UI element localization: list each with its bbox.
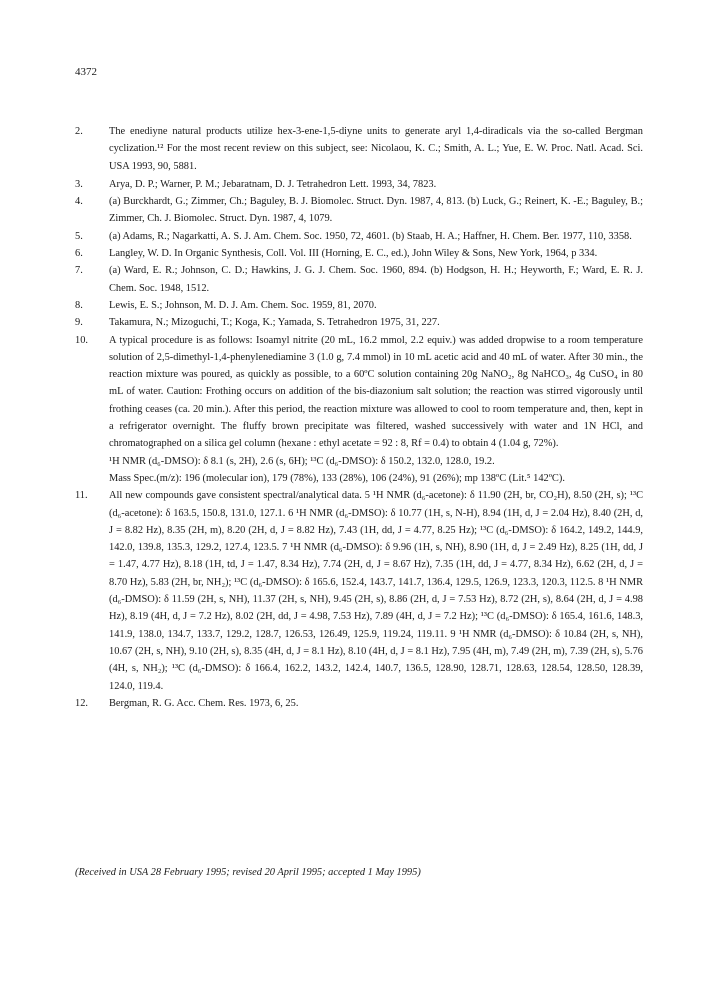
mass-spec-line: Mass Spec.(m/z): 196 (molecular ion), 179 (78%), 133 (28%), 106 (24%), 91 (26%); mp 138ºC (Lit.⁵ 142ºC).	[109, 472, 565, 484]
reference-text: (a) Burckhardt, G.; Zimmer, Ch.; Baguley, B. J. Biomolec. Struct. Dyn. 1987, 4, 813. (b) Luck, G.; Reinert, K. -E.; Baguley, B.; Zimmer, Ch. J. Biomolec. Struct. Dyn. 1987, 4, 1079.	[109, 196, 643, 225]
reference-number: 3.	[75, 178, 83, 190]
nmr-data-line: ¹H NMR (d₆-DMSO): δ 8.1 (s, 2H), 2.6 (s, 6H); ¹³C (d₆-DMSO): δ 150.2, 132.0, 128.0, 19.2.	[109, 455, 495, 467]
reference-number: 8.	[75, 299, 83, 311]
reference-item	[75, 695, 643, 712]
reference-item	[75, 245, 643, 262]
reference-item	[75, 314, 643, 331]
reference-item	[75, 123, 643, 175]
reference-item	[75, 332, 643, 488]
reference-text: The enediyne natural products utilize hex-3-ene-1,5-diyne units to generate aryl 1,4-diradicals via the so-called Bergman cyclization.¹² For the most recent review on this subject, see: Nicolaou, K. C.; Smith, A. L.; Yue, E. W. Proc. Natl. Acad. Sci. USA 1993, 90, 5881.	[109, 126, 643, 172]
reference-text: Lewis, E. S.; Johnson, M. D. J. Am. Chem. Soc. 1959, 81, 2070.	[109, 299, 377, 311]
reference-text: Langley, W. D. In Organic Synthesis, Coll. Vol. III (Horning, E. C., ed.), John Wiley & Sons, New York, 1964, p 334.	[109, 248, 598, 260]
reference-item	[75, 297, 643, 314]
received-dates: (Received in USA 28 February 1995; revised 20 April 1995; accepted 1 May 1995)	[75, 867, 421, 878]
reference-number: 12.	[75, 697, 88, 709]
reference-number: 9.	[75, 317, 83, 329]
reference-text: All new compounds gave consistent spectral/analytical data. 5 ¹H NMR (d₆-acetone): δ 11.90 (2H, br, CO₂H), 8.50 (2H, s); ¹³C (d₆-acetone): δ 163.5, 150.8, 131.0, 127.1. 6 ¹H NMR (d₆-DMSO): δ 10.77 (1H, s, N-H), 8.94 (1H, d, J = 2.04 Hz), 8.40 (2H, d, J = 8.82 Hz), 8.35 (2H, m), 8.20 (2H, d, J = 8.82 Hz), 7.43 (1H, dd, J = 4.77, 8.25 Hz); ¹³C (d₆-DMSO): δ 164.2, 149.2, 144.9, 142.0, 139.8, 135.3, 129.2, 127.4, 123.5. 7 ¹H NMR (d₆-DMSO): δ 9.96 (1H, s, NH), 8.90 (1H, d, J = 2.49 Hz), 8.25 (1H, dd, J = 1.47, 4.77 Hz), 8.18 (1H, td, J = 1.47, 8.34 Hz), 7.74 (2H, d, J = 8.67 Hz), 7.35 (1H, dd, J = 4.77, 8.34 Hz), 6.62 (2H, d, J = 8.70 Hz), 5.83 (2H, br, NH₂); ¹³C (d₆-DMSO): δ 165.6, 152.4, 143.7, 141.7, 136.4, 129.5, 126.9, 123.3, 120.3, 112.5. 8 ¹H NMR (d₆-DMSO): δ 11.59 (2H, s, NH), 11.37 (2H, s, NH), 9.45 (2H, s), 8.86 (2H, d, J = 7.53 Hz), 8.72 (2H, s), 8.64 (2H, d, J = 4.98 Hz), 8.19 (4H, d, J = 7.2 Hz), 8.02 (2H, dd, J = 4.98, 7.53 Hz), 7.89 (4H, d, J = 7.2 Hz); ¹³C (d₆-DMSO): δ 165.4, 161.6, 148.3, 141.9, 138.0, 134.7, 133.7, 129.2, 128.7, 126.53, 126.49, 125.9, 119.24, 119.11. 9 ¹H NMR (d₆-DMSO): δ 10.84 (2H, s, NH), 10.67 (2H, s, NH), 9.10 (2H, s), 8.35 (4H, d, J = 8.1 Hz), 8.10 (4H, d, J = 8.1 Hz), 7.95 (4H, m), 7.49 (2H, m), 7.39 (2H, s), 5.76 (4H, s, NH₂); ¹³C (d₆-DMSO): δ 166.4, 162.2, 143.2, 142.4, 140.7, 136.5, 128.90, 128.71, 128.63, 128.54, 128.50, 128.39, 124.0, 119.4.	[109, 490, 643, 692]
reference-text: (a) Adams, R.; Nagarkatti, A. S. J. Am. Chem. Soc. 1950, 72, 4601. (b) Staab, H. A.; Haffner, H. Chem. Ber. 1977, 110, 3358.	[109, 230, 632, 242]
reference-text: Bergman, R. G. Acc. Chem. Res. 1973, 6, 25.	[109, 697, 299, 709]
reference-text: Arya, D. P.; Warner, P. M.; Jebaratnam, D. J. Tetrahedron Lett. 1993, 34, 7823.	[109, 178, 437, 190]
reference-number: 10.	[75, 334, 88, 346]
reference-item	[75, 176, 643, 193]
reference-number: 6.	[75, 248, 83, 260]
reference-text: Takamura, N.; Mizoguchi, T.; Koga, K.; Yamada, S. Tetrahedron 1975, 31, 227.	[109, 317, 440, 329]
reference-item	[75, 487, 643, 695]
reference-number: 4.	[75, 196, 83, 208]
reference-text: A typical procedure is as follows: Isoamyl nitrite (20 mL, 16.2 mmol, 2.2 equiv.) was added dropwise to a room temperature solution of 2,5-dimethyl-1,4-phenylenediamine 3 (1.0 g, 7.4 mmol) in 10 mL acetic acid and 40 mL of water. After 30 min., the reaction mixture was poured, as quickly as possible, to a 60ºC solution containing 20g NaNO₂, 8g NaHCO₃, 4g CuSO₄ in 80 mL of water. Caution: Frothing occurs on addition of the bis-diazonium salt solution; the reaction was stirred vigorously until frothing ceases (ca. 20 min.). After this period, the reaction mixture was allowed to cool to room temperature and, then, kept in a refrigerator overnight. The fluffy brown precipitate was filtered, washed successively with water and 1N HCl, and chromatographed on a silica gel column (hexane : ethyl acetate = 92 : 8, Rf = 0.4) to obtain 4 (1.04 g, 72%).	[109, 334, 643, 450]
reference-number: 7.	[75, 265, 83, 277]
reference-text: (a) Ward, E. R.; Johnson, C. D.; Hawkins, J. G. J. Chem. Soc. 1960, 894. (b) Hodgson, H. H.; Heyworth, F.; Ward, E. R. J. Chem. Soc. 1948, 1512.	[109, 265, 643, 294]
reference-number: 5.	[75, 230, 83, 242]
reference-number: 2.	[75, 126, 83, 137]
reference-item	[75, 228, 643, 245]
reference-item	[75, 193, 643, 228]
reference-number: 11.	[75, 490, 88, 502]
reference-item	[75, 262, 643, 297]
reference-list	[75, 123, 643, 712]
page-number: 4372	[75, 66, 97, 78]
